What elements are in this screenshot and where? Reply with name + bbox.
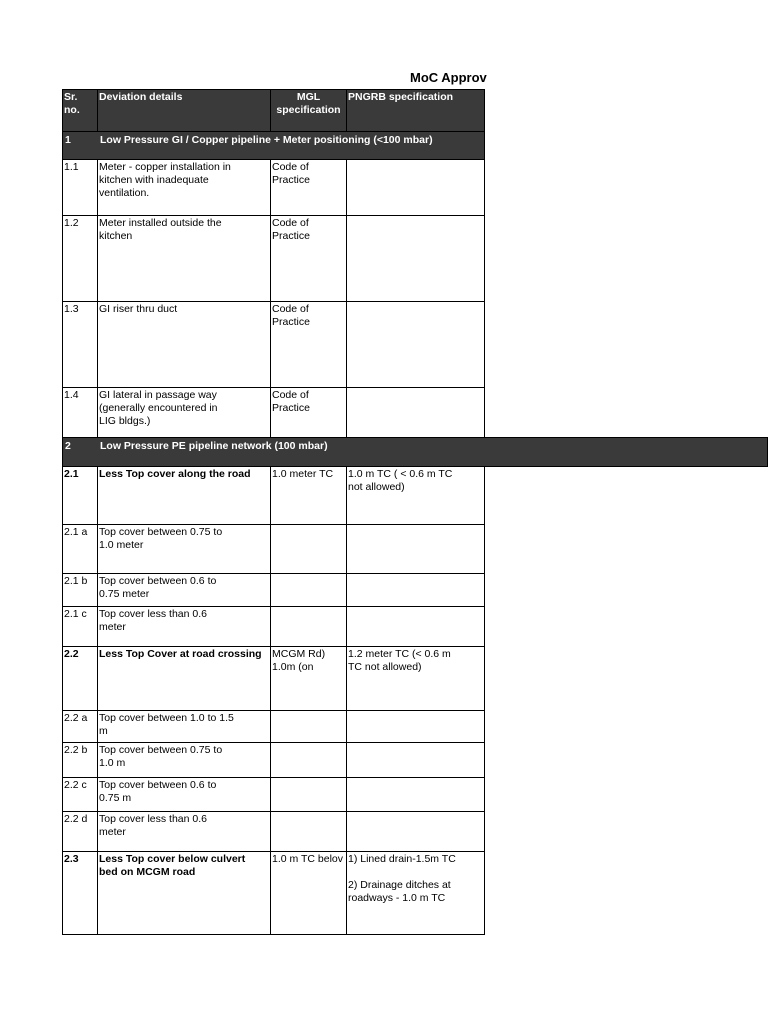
row-2.2a-deviation-cell: Top cover between 1.0 to 1.5 m: [97, 710, 271, 743]
row-2.1-sr-cell: 2.1: [62, 466, 98, 525]
row-2.1a-sr-cell: 2.1 a: [62, 524, 98, 574]
row-2.1a-pngrb-cell: [346, 524, 485, 574]
row-2.2-mgl-cell: MCGM Rd) 1.0m (on: [270, 646, 347, 711]
section-2-number: 2: [65, 440, 71, 452]
row-2.2a-mgl-cell: [270, 710, 347, 743]
row-1.1-pngrb-cell: [346, 159, 485, 216]
section-1-bar: [62, 131, 485, 160]
row-1.3-sr-cell: 1.3: [62, 301, 98, 388]
row-2.1b-deviation-cell: Top cover between 0.6 to 0.75 meter: [97, 573, 271, 607]
row-2.2c-pngrb-cell: [346, 777, 485, 812]
row-2.3-mgl-cell: 1.0 m TC belov: [270, 851, 347, 935]
row-2.2b-mgl-cell: [270, 742, 347, 778]
row-2.1-pngrb-cell: 1.0 m TC ( < 0.6 m TC not allowed): [346, 466, 485, 525]
row-2.1c-sr-cell: 2.1 c: [62, 606, 98, 647]
row-2.2-sr-cell: 2.2: [62, 646, 98, 711]
row-2.2d-pngrb-cell: [346, 811, 485, 852]
row-2.3-pngrb-cell: 1) Lined drain-1.5m TC 2) Drainage ditches at roadways - 1.0 m TC: [346, 851, 485, 935]
row-2.1c-pngrb-cell: [346, 606, 485, 647]
section-2-bar: [62, 437, 768, 467]
header-pngrb: PNGRB specification: [346, 89, 485, 132]
row-1.4-deviation-cell: GI lateral in passage way (generally encountered in LIG bldgs.): [97, 387, 271, 438]
row-1.1-mgl-cell: Code of Practice: [270, 159, 347, 216]
section-2-title: Low Pressure PE pipeline network (100 mbar): [100, 440, 328, 452]
header-sr: Sr. no.: [62, 89, 98, 132]
row-2.2a-pngrb-cell: [346, 710, 485, 743]
header-deviation: Deviation details: [97, 89, 271, 132]
section-1-title: Low Pressure GI / Copper pipeline + Meter positioning (<100 mbar): [100, 134, 433, 146]
row-2.2b-deviation-cell: Top cover between 0.75 to 1.0 m: [97, 742, 271, 778]
row-1.1-sr-cell: 1.1: [62, 159, 98, 216]
row-1.3-mgl-cell: Code of Practice: [270, 301, 347, 388]
row-1.2-deviation-cell: Meter installed outside the kitchen: [97, 215, 271, 302]
row-2.1c-deviation-cell: Top cover less than 0.6 meter: [97, 606, 271, 647]
row-2.3-deviation-cell: Less Top cover below culvert bed on MCGM road: [97, 851, 271, 935]
row-1.2-pngrb-cell: [346, 215, 485, 302]
row-2.1-mgl-cell: 1.0 meter TC: [270, 466, 347, 525]
document-title: MoC Approv: [410, 70, 487, 85]
row-2.2a-sr-cell: 2.2 a: [62, 710, 98, 743]
row-2.2d-deviation-cell: Top cover less than 0.6 meter: [97, 811, 271, 852]
row-1.3-pngrb-cell: [346, 301, 485, 388]
row-2.2-pngrb-cell: 1.2 meter TC (< 0.6 m TC not allowed): [346, 646, 485, 711]
row-2.1c-mgl-cell: [270, 606, 347, 647]
row-2.1b-pngrb-cell: [346, 573, 485, 607]
row-2.3-sr-cell: 2.3: [62, 851, 98, 935]
row-2.2-deviation-cell: Less Top Cover at road crossing: [97, 646, 271, 711]
row-1.4-mgl-cell: Code of Practice: [270, 387, 347, 438]
row-1.3-deviation-cell: GI riser thru duct: [97, 301, 271, 388]
row-2.1a-mgl-cell: [270, 524, 347, 574]
row-1.1-deviation-cell: Meter - copper installation in kitchen with inadequate ventilation.: [97, 159, 271, 216]
row-2.2c-sr-cell: 2.2 c: [62, 777, 98, 812]
row-2.1-deviation-cell: Less Top cover along the road: [97, 466, 271, 525]
row-1.4-sr-cell: 1.4: [62, 387, 98, 438]
row-2.1b-mgl-cell: [270, 573, 347, 607]
row-1.2-sr-cell: 1.2: [62, 215, 98, 302]
row-2.2b-sr-cell: 2.2 b: [62, 742, 98, 778]
section-1-number: 1: [65, 134, 71, 146]
row-2.2d-mgl-cell: [270, 811, 347, 852]
header-mgl: MGL specification: [270, 89, 347, 132]
row-2.2d-sr-cell: 2.2 d: [62, 811, 98, 852]
row-2.1b-sr-cell: 2.1 b: [62, 573, 98, 607]
row-1.4-pngrb-cell: [346, 387, 485, 438]
row-2.1a-deviation-cell: Top cover between 0.75 to 1.0 meter: [97, 524, 271, 574]
row-1.2-mgl-cell: Code of Practice: [270, 215, 347, 302]
row-2.2c-mgl-cell: [270, 777, 347, 812]
row-2.2b-pngrb-cell: [346, 742, 485, 778]
row-2.2c-deviation-cell: Top cover between 0.6 to 0.75 m: [97, 777, 271, 812]
